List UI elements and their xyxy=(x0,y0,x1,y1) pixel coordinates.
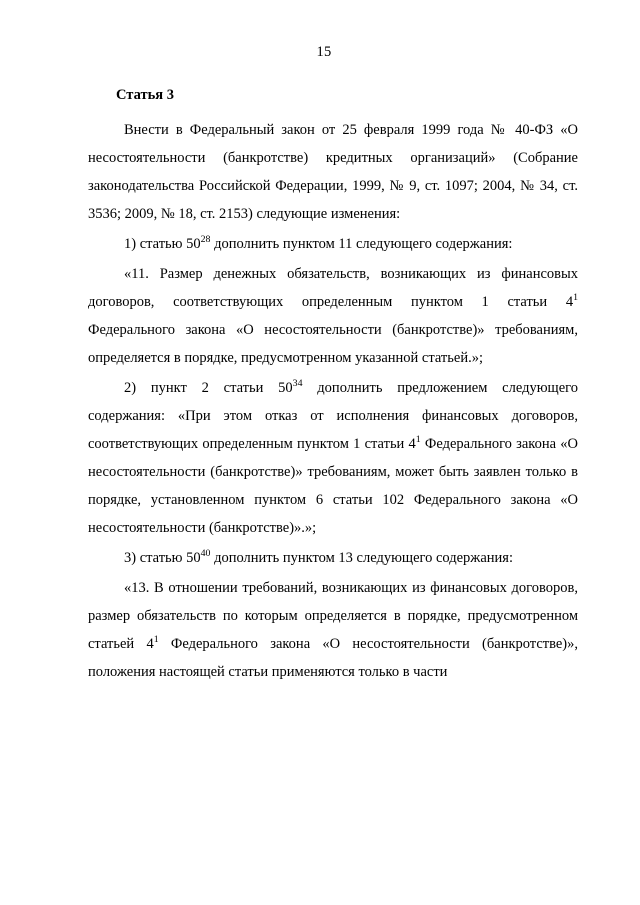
superscript-note: 1 xyxy=(153,633,159,645)
superscript-note: 40 xyxy=(200,547,211,559)
superscript-note: 34 xyxy=(292,378,303,390)
paragraph-quote-11: «11. Размер денежных обязательств, возникающих из финансовых договоров, соответствующих определенным пунктом 1 статьи $4^1$ Федерального закона «О несостоятельности (банкротстве)» требованиям, определяется в порядке, предусмотренном указанной статьей.»; xyxy=(88,265,578,366)
superscript-note: 1 xyxy=(415,434,421,445)
article-heading: Статья 3 xyxy=(116,87,174,103)
page-number: 15 xyxy=(316,44,332,60)
paragraph-quote-13: «13. В отношении требований, возникающих из финансовых договоров, размер обязательств по которым определяется в порядке, предусмотренном статьей $4^1$ Федерального закона «О несостоятельности (банкротстве)», положения настоящей статьи применяются только в части xyxy=(88,579,578,680)
superscript-note: 28 xyxy=(200,234,211,246)
superscript-note: 1 xyxy=(573,292,578,304)
paragraph-item-1: 1) статью $50^{28}$ дополнить пунктом 11 следующего содержания: xyxy=(124,234,513,252)
document-body xyxy=(88,117,578,687)
paragraph-intro: Внести в Федеральный закон от 25 февраля 1999 года № 40-ФЗ «О несостоятельности (банкротстве) кредитных организаций» (Собрание законодательства Российской Федерации, 1999, № 9, ст. 1097; 2004, № 34, ст. 3536; 2009, № 18, ст. 2153) следующие изменения: xyxy=(88,122,578,222)
paragraph-item-3: 3) статью $50^{40}$ дополнить пунктом 13 следующего содержания: xyxy=(124,547,513,566)
paragraph-item-2: 2) пункт 2 статьи $50^{34}$ дополнить предложением следующего содержания: «При этом отказ от исполнения финансовых договоров, соответствующих определенным пунктом 1 статьи $4^1$ Федерального закона «О несостоятельности (банкротстве)» требованиям, может быть заявлен только в порядке, установленном пунктом 6 статьи 102 Федерального закона «О несостоятельности (банкротстве)».»; xyxy=(88,378,578,536)
